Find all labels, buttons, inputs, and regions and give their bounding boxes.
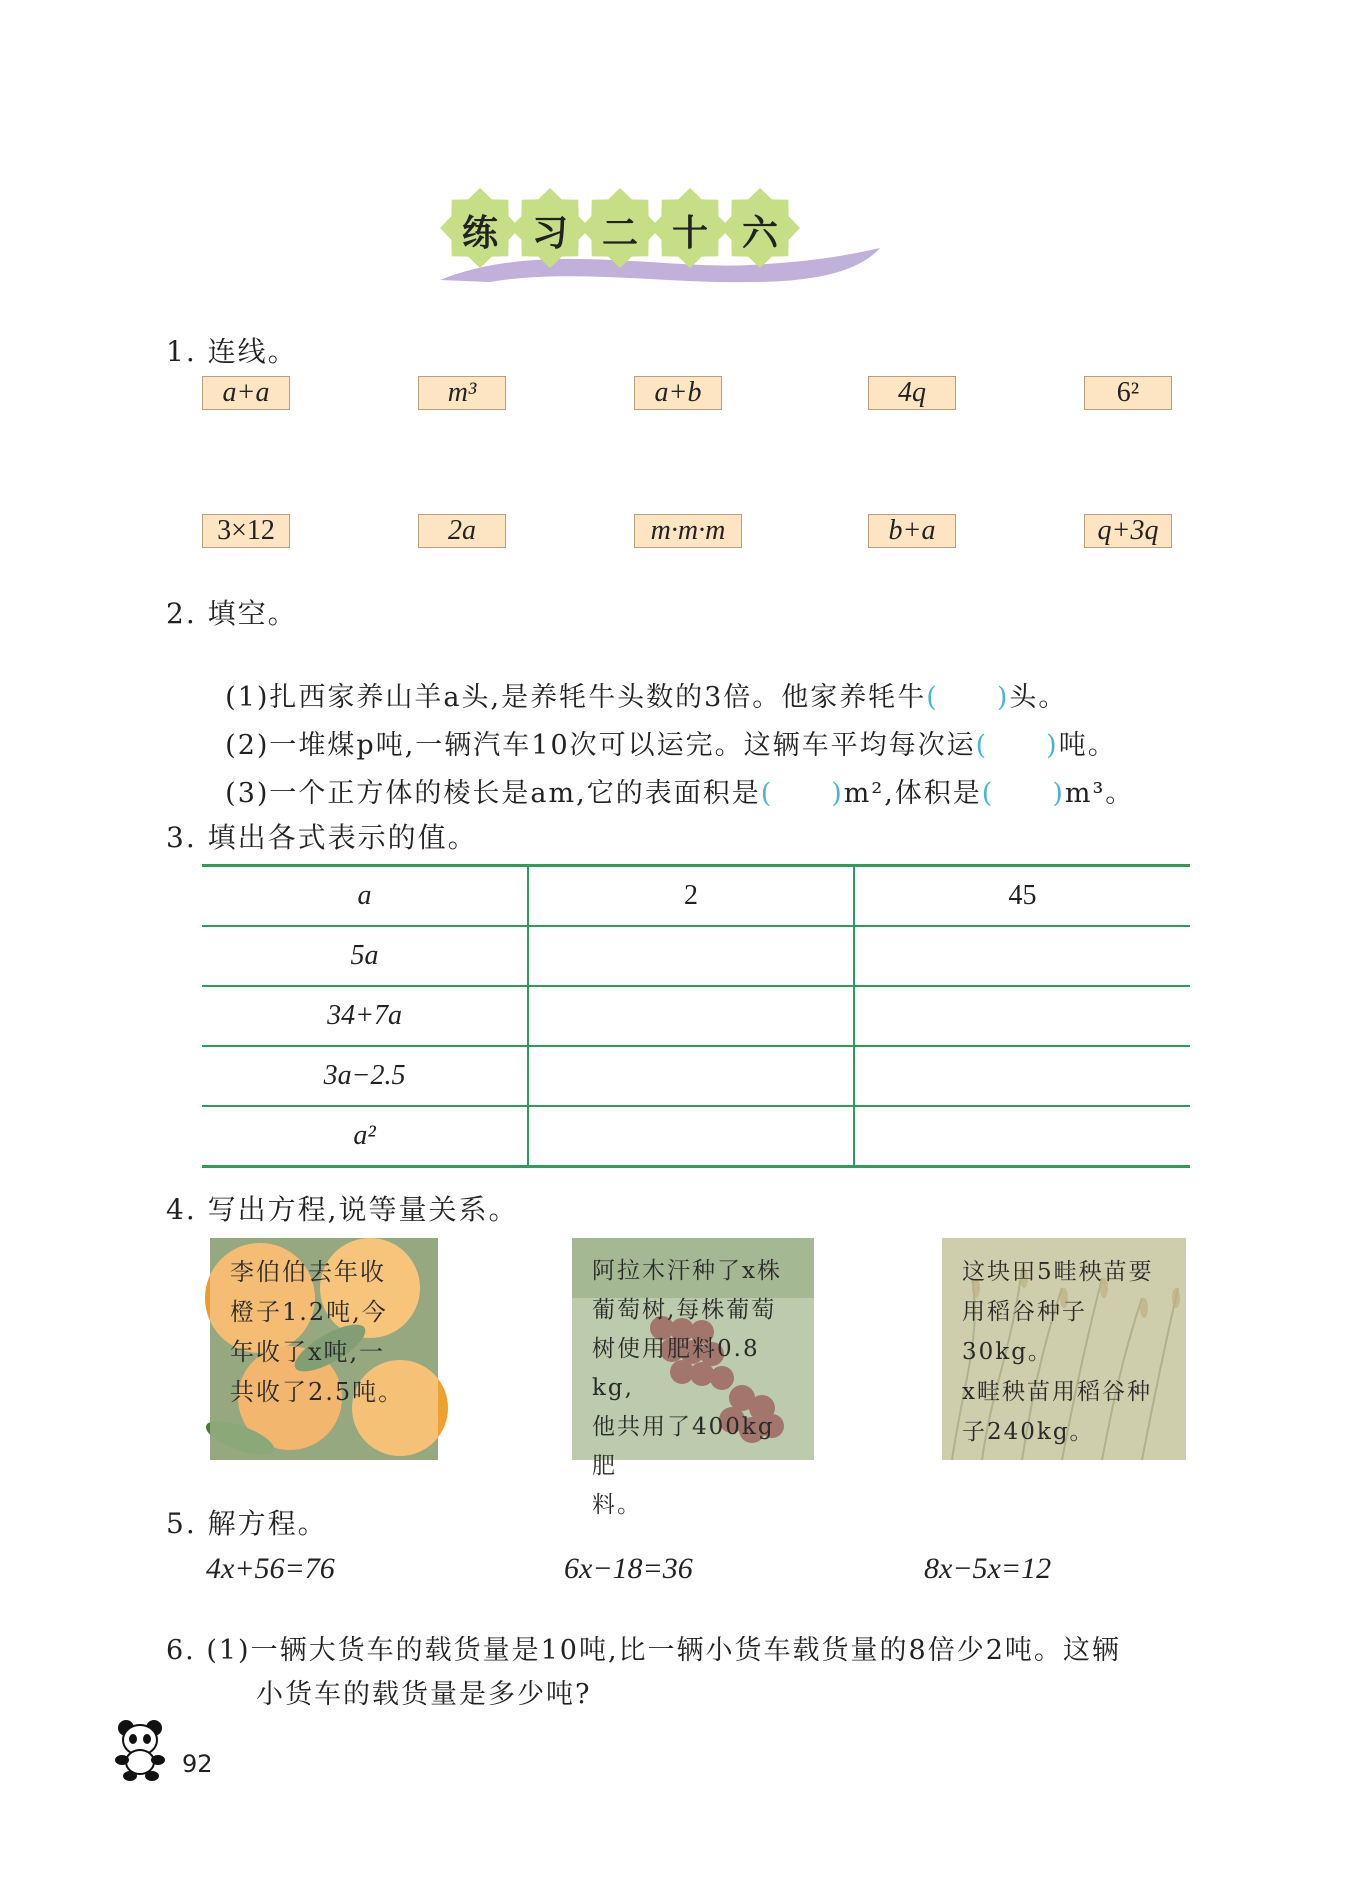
table-answer-cell[interactable] [528, 986, 854, 1046]
table-row-label: 5a [202, 926, 528, 986]
q1-box-r2-3[interactable]: m·m·m [634, 514, 742, 548]
q1-box-r1-3[interactable]: a+b [634, 376, 722, 410]
q4-card-rice-text: 这块田5畦秧苗要 用稻谷种子30kg。 x畦秧苗用稻谷种 子240kg。 [962, 1259, 1154, 1445]
q2-item-3-unit: m³。 [1064, 778, 1135, 809]
table-answer-cell[interactable] [854, 1106, 1190, 1167]
table-answer-cell[interactable] [528, 926, 854, 986]
table-header-2: 2 [528, 866, 854, 927]
q5-title: 5. 解方程。 [166, 1507, 328, 1540]
title-char-5: 六 [742, 212, 779, 254]
title-chars [462, 205, 862, 265]
q4-card-rice [942, 1238, 1186, 1460]
title-char-1: 练 [462, 212, 499, 254]
q1-box-r2-2[interactable]: 2a [418, 514, 506, 548]
table-header-45: 45 [854, 866, 1190, 927]
table-answer-cell[interactable] [854, 986, 1190, 1046]
table-row [202, 986, 1190, 1046]
q3-title: 3. 填出各式表示的值。 [166, 821, 478, 854]
q1-title: 1. 连线。 [166, 335, 298, 368]
q4-card-grapes-text: 阿拉木汗种了x株 葡萄树,每株葡萄 树使用肥料0.8 kg, 他共用了400kg肥 料。 [592, 1258, 782, 1518]
table-answer-cell[interactable] [528, 1046, 854, 1106]
table-header-a: a [202, 866, 528, 927]
q6-line-2: 小货车的载货量是多少吨? [256, 1679, 592, 1710]
q2-item-1-blank[interactable]: ( ) [926, 682, 1010, 713]
table-row-label: 34+7a [202, 986, 528, 1046]
table-answer-cell[interactable] [854, 1046, 1190, 1106]
table-row [202, 926, 1190, 986]
q2-item-3-blank-2[interactable]: ( ) [981, 778, 1065, 809]
q2-item-2-unit: 吨。 [1058, 730, 1117, 761]
q4-card-grapes [572, 1238, 814, 1518]
q2-item-3-blank-1[interactable]: ( ) [760, 778, 844, 809]
q2-item-3-text: (3)一个正方体的棱长是am,它的表面积是 [225, 778, 761, 809]
panda-icon [112, 1716, 172, 1782]
q5-equation-1: 4x+56=76 [206, 1552, 335, 1585]
q1-box-r1-1[interactable]: a+a [202, 376, 290, 410]
q5-equation-2: 6x−18=36 [564, 1552, 693, 1585]
q2-item-2-text: (2)一堆煤p吨,一辆汽车10次可以运完。这辆车平均每次运 [225, 730, 976, 761]
q2-item-3-mid: m²,体积是 [843, 778, 982, 809]
table-answer-cell[interactable] [854, 926, 1190, 986]
table-header-row [202, 866, 1190, 927]
table-answer-cell[interactable] [528, 1106, 854, 1167]
q1-box-r1-4[interactable]: 4q [868, 376, 956, 410]
q6-line-1: 6. (1)一辆大货车的载货量是10吨,比一辆小货车载货量的8倍少2吨。这辆 [166, 1635, 1121, 1666]
table-row-label: a² [202, 1106, 528, 1167]
q1-box-r2-5[interactable]: q+3q [1084, 514, 1172, 548]
q4-title: 4. 写出方程,说等量关系。 [166, 1193, 519, 1226]
table-row-label: 3a−2.5 [202, 1046, 528, 1106]
title-char-2: 习 [532, 212, 569, 254]
q2-item-1-unit: 头。 [1009, 682, 1068, 713]
q2-item-3 [204, 740, 1134, 810]
title-char-3: 二 [602, 212, 639, 254]
q1-box-r1-2[interactable]: m³ [418, 376, 506, 410]
q4-card-oranges-text: 李伯伯去年收 橙子1.2吨,今 年收了x吨,一 共收了2.5吨。 [230, 1258, 405, 1406]
q3-value-table [202, 864, 1190, 1168]
q2-title: 2. 填空。 [166, 597, 298, 630]
q2-item-1-text: (1)扎西家养山羊a头,是养牦牛头数的3倍。他家养牦牛 [225, 682, 927, 713]
q1-box-r1-5[interactable]: 6² [1084, 376, 1172, 410]
table-row [202, 1046, 1190, 1106]
q1-box-r2-1[interactable]: 3×12 [202, 514, 290, 548]
q4-card-oranges [210, 1238, 438, 1460]
page-number: 92 [182, 1750, 213, 1778]
table-row [202, 1106, 1190, 1167]
title-char-4: 十 [672, 212, 709, 254]
q1-box-r2-4[interactable]: b+a [868, 514, 956, 548]
q2-item-2-blank[interactable]: ( ) [975, 730, 1059, 761]
q5-equation-3: 8x−5x=12 [924, 1552, 1052, 1585]
